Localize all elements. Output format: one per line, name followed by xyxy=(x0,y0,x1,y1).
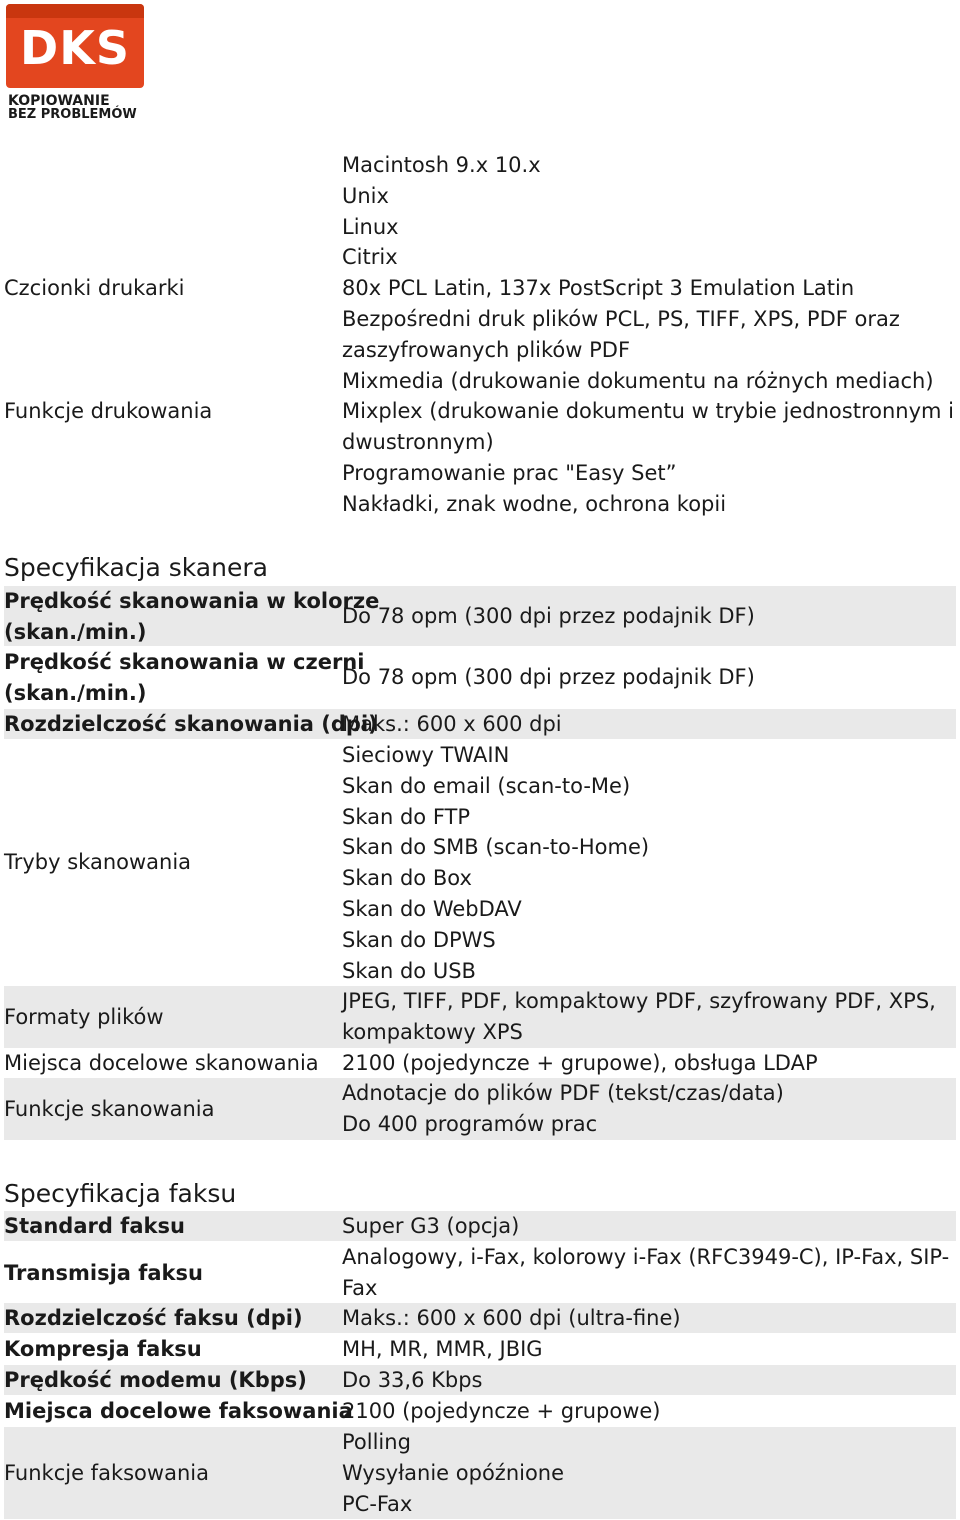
logo-tagline-2: BEZ PROBLEMÓW xyxy=(8,107,137,122)
spec-label-line: (skan./min.) xyxy=(4,619,147,644)
fax-row-destinations xyxy=(4,1396,956,1426)
scan-mode-item: Skan do DPWS xyxy=(342,927,496,952)
spec-value-line: Do 400 programów prac xyxy=(342,1111,598,1136)
spec-value-list xyxy=(342,1427,564,1519)
scanner-section-title: Specyfikacja skanera xyxy=(4,553,268,582)
fax-row-compression xyxy=(4,1334,956,1364)
spec-value-list xyxy=(342,740,649,986)
os-line: Linux xyxy=(342,214,399,239)
print-function-line: Programowanie prac "Easy Set” xyxy=(342,460,677,485)
spec-value: Do 78 opm (300 dpi przez podajnik DF) xyxy=(342,665,755,689)
print-functions-list xyxy=(342,304,954,520)
fax-row-resolution xyxy=(4,1303,956,1333)
fonts-label: Czcionki drukarki xyxy=(4,276,185,300)
os-line: Macintosh 9.x 10.x xyxy=(342,153,541,177)
spec-value-line: Analogowy, i-Fax, kolorowy i-Fax (RFC3949-C), IP-Fax, SIP- xyxy=(342,1245,950,1269)
spec-label: Kompresja faksu xyxy=(4,1337,202,1361)
fax-row-modem-speed xyxy=(4,1365,956,1395)
spec-value-line: PC-Fax xyxy=(342,1491,413,1516)
spec-label-line: Prędkość skanowania w kolorze xyxy=(4,589,380,613)
dks-logo xyxy=(6,4,146,122)
scan-mode-item: Skan do Box xyxy=(342,866,472,891)
spec-value-list xyxy=(342,986,936,1048)
print-function-line: Mixmedia (drukowanie dokumentu na różnych mediach) xyxy=(342,368,934,393)
scanner-row-functions xyxy=(4,1078,956,1140)
spec-value: MH, MR, MMR, JBIG xyxy=(342,1337,543,1361)
print-function-line: Bezpośredni druk plików PCL, PS, TIFF, XPS, PDF oraz xyxy=(342,307,900,331)
spec-label xyxy=(4,647,364,709)
spec-value-line: Wysyłanie opóźnione xyxy=(342,1460,565,1485)
logo-brand: DKS xyxy=(20,21,130,75)
spec-label: Funkcje faksowania xyxy=(4,1461,209,1485)
scanner-row-formats xyxy=(4,986,956,1048)
spec-value-line: kompaktowy XPS xyxy=(342,1019,523,1044)
spec-label: Transmisja faksu xyxy=(4,1261,203,1285)
spec-value-list xyxy=(342,1078,784,1140)
print-functions-label: Funkcje drukowania xyxy=(4,399,213,423)
fax-row-standard xyxy=(4,1211,956,1241)
spec-label: Rozdzielczość skanowania (dpi) xyxy=(4,712,378,736)
print-function-line: dwustronnym) xyxy=(342,430,494,455)
spec-value: 2100 (pojedyncze + grupowe), obsługa LDAP xyxy=(342,1051,818,1075)
spec-label: Rozdzielczość faksu (dpi) xyxy=(4,1306,303,1330)
spec-label: Funkcje skanowania xyxy=(4,1097,215,1121)
fax-row-transmission xyxy=(4,1242,956,1304)
scan-mode-item: Sieciowy TWAIN xyxy=(342,743,510,767)
spec-value-line: JPEG, TIFF, PDF, kompaktowy PDF, szyfrowany PDF, XPS, xyxy=(342,989,936,1013)
spec-label: Tryby skanowania xyxy=(4,850,192,874)
os-line: Citrix xyxy=(342,245,398,270)
spec-label-line: Prędkość skanowania w czerni xyxy=(4,650,365,674)
fonts-value: 80x PCL Latin, 137x PostScript 3 Emulation Latin xyxy=(342,276,855,300)
spec-value-line: Adnotacje do plików PDF (tekst/czas/data) xyxy=(342,1081,784,1105)
scan-mode-item: Skan do FTP xyxy=(342,804,471,829)
print-function-line: Nakładki, znak wodne, ochrona kopii xyxy=(342,491,727,516)
spec-label: Miejsca docelowe skanowania xyxy=(4,1051,319,1075)
spec-value: Maks.: 600 x 600 dpi (ultra-fine) xyxy=(342,1306,681,1330)
scanner-row-modes xyxy=(4,740,956,986)
spec-value: Super G3 (opcja) xyxy=(342,1214,520,1238)
print-function-line: zaszyfrowanych plików PDF xyxy=(342,337,631,362)
spec-value-list xyxy=(342,1242,949,1304)
spec-label: Prędkość modemu (Kbps) xyxy=(4,1368,307,1392)
scan-mode-item: Skan do USB xyxy=(342,958,476,983)
scan-mode-item: Skan do email (scan-to-Me) xyxy=(342,773,631,798)
spec-value-line: Polling xyxy=(342,1430,411,1454)
spec-value-line: Fax xyxy=(342,1275,378,1300)
scanner-row-bw-speed xyxy=(4,647,956,707)
spec-label-line: (skan./min.) xyxy=(4,680,147,705)
print-function-line: Mixplex (drukowanie dokumentu w trybie jednostronnym i xyxy=(342,399,954,424)
logo-tagline-1: KOPIOWANIE xyxy=(8,93,110,109)
spec-value: Do 33,6 Kbps xyxy=(342,1368,483,1392)
spec-label xyxy=(4,586,379,648)
scanner-row-destinations xyxy=(4,1048,956,1078)
scan-mode-item: Skan do WebDAV xyxy=(342,896,522,921)
logo-flap xyxy=(6,4,144,18)
spec-value: Do 78 opm (300 dpi przez podajnik DF) xyxy=(342,604,755,628)
spec-label: Standard faksu xyxy=(4,1214,185,1238)
os-line: Unix xyxy=(342,183,389,208)
spec-label: Miejsca docelowe faksowania xyxy=(4,1399,353,1423)
scan-mode-item: Skan do SMB (scan-to-Home) xyxy=(342,835,650,860)
scanner-row-resolution xyxy=(4,709,956,739)
spec-value: 2100 (pojedyncze + grupowe) xyxy=(342,1399,661,1423)
spec-label: Formaty plików xyxy=(4,1005,164,1029)
os-list xyxy=(342,150,541,273)
fax-row-functions xyxy=(4,1427,956,1519)
spec-value: Maks.: 600 x 600 dpi xyxy=(342,712,562,736)
fax-section-title: Specyfikacja faksu xyxy=(4,1179,237,1208)
scanner-row-color-speed xyxy=(4,586,956,646)
